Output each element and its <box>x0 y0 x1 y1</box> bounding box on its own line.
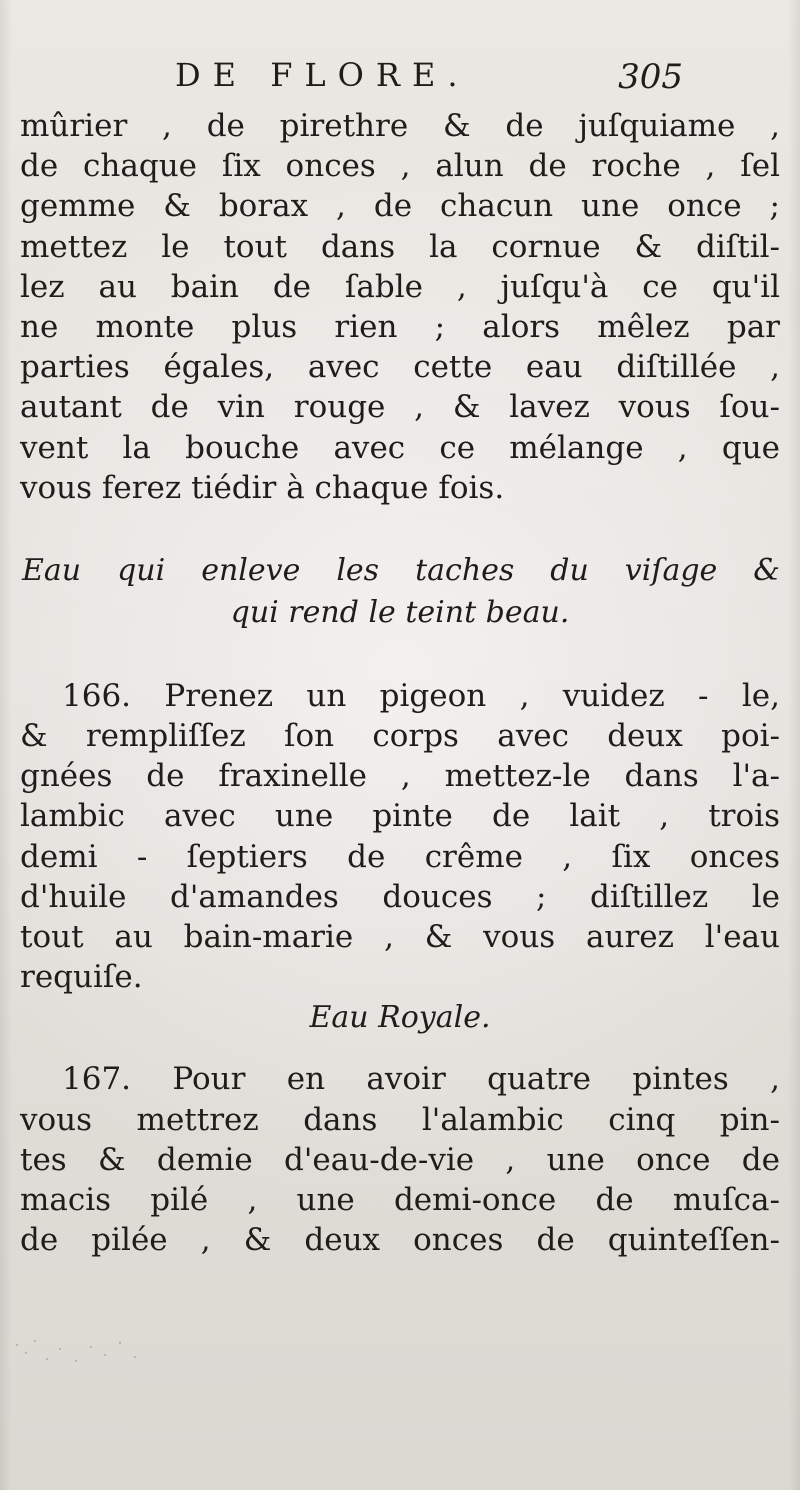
speckle <box>75 1360 77 1362</box>
recipe-line: tes & demie d'eau-de-vie , une once de <box>20 1141 780 1178</box>
recipe-line: lambic avec une pinte de lait , trois <box>20 798 780 835</box>
recipe-line: macis pilé , une demi-once de muſca- <box>20 1181 780 1218</box>
paper-speckles <box>8 1330 148 1410</box>
recipe-line: vous mettrez dans l'alambic cinq pin- <box>20 1101 780 1138</box>
recipe-line: 166. Prenez un pigeon , vuidez - le, <box>62 677 780 714</box>
recipe-166 <box>20 676 780 998</box>
page-left-shadow <box>0 0 12 1490</box>
text-line: vent la bouche avec ce mélange , que <box>20 429 780 466</box>
page-content <box>20 106 780 1260</box>
page-right-shadow <box>788 0 800 1490</box>
recipe-line: 167. Pour en avoir quatre pintes , <box>62 1061 780 1098</box>
speckle <box>59 1348 61 1350</box>
recipe-line: demi - ſeptiers de crême , ſix onces <box>20 838 780 875</box>
recipe-line: d'huile d'amandes douces ; diſtillez le <box>20 878 780 915</box>
recipe-line: tout au bain-marie , & vous aurez l'eau <box>20 919 780 955</box>
recipe-line: requiſe. <box>20 959 143 996</box>
speckle <box>16 1344 18 1346</box>
speckle <box>25 1352 27 1354</box>
recipe-167 <box>20 1059 780 1260</box>
running-head: DE FLORE. <box>175 56 470 94</box>
text-line: autant de vin rouge , & lavez vous ſou- <box>20 389 780 426</box>
recipe-line: de pilée , & deux onces de quinteſſen- <box>20 1222 780 1259</box>
section-heading: Eau qui enleve les taches du viſage & <box>22 552 780 588</box>
text-line: vous ferez tiédir à chaque fois. <box>20 469 505 506</box>
speckle <box>119 1342 121 1344</box>
section-gap <box>20 1039 780 1059</box>
text-line: mûrier , de pirethre & de juſquiame , <box>20 108 780 144</box>
speckle <box>46 1358 48 1360</box>
text-line: de chaque ſix onces , alun de roche , ſel <box>20 148 780 185</box>
recipe-line: & rempliſſez ſon corps avec deux poi- <box>20 718 780 755</box>
speckle <box>34 1340 36 1342</box>
text-line: gemme & borax , de chacun une once ; <box>20 188 780 225</box>
section-gap <box>20 508 780 550</box>
text-line: mettez le tout dans la cornue & diſtil- <box>20 228 780 265</box>
speckle <box>104 1354 106 1356</box>
section-heading: Eau Royale. <box>309 1000 491 1036</box>
section-gap <box>20 634 780 676</box>
speckle <box>90 1346 92 1348</box>
text-line: lez au bain de ſable , juſqu'à ce qu'il <box>20 268 780 305</box>
intro-paragraph <box>20 106 780 508</box>
page-number: 305 <box>618 57 683 97</box>
speckle <box>134 1356 136 1358</box>
section-heading-continued: qui rend le teint beau. <box>230 594 570 630</box>
page-header <box>0 56 800 104</box>
text-line: parties égales, avec cette eau diſtillée , <box>20 349 780 386</box>
text-line: ne monte plus rien ; alors mêlez par <box>20 308 780 345</box>
recipe-line: gnées de fraxinelle , mettez-le dans l'a- <box>20 758 780 795</box>
